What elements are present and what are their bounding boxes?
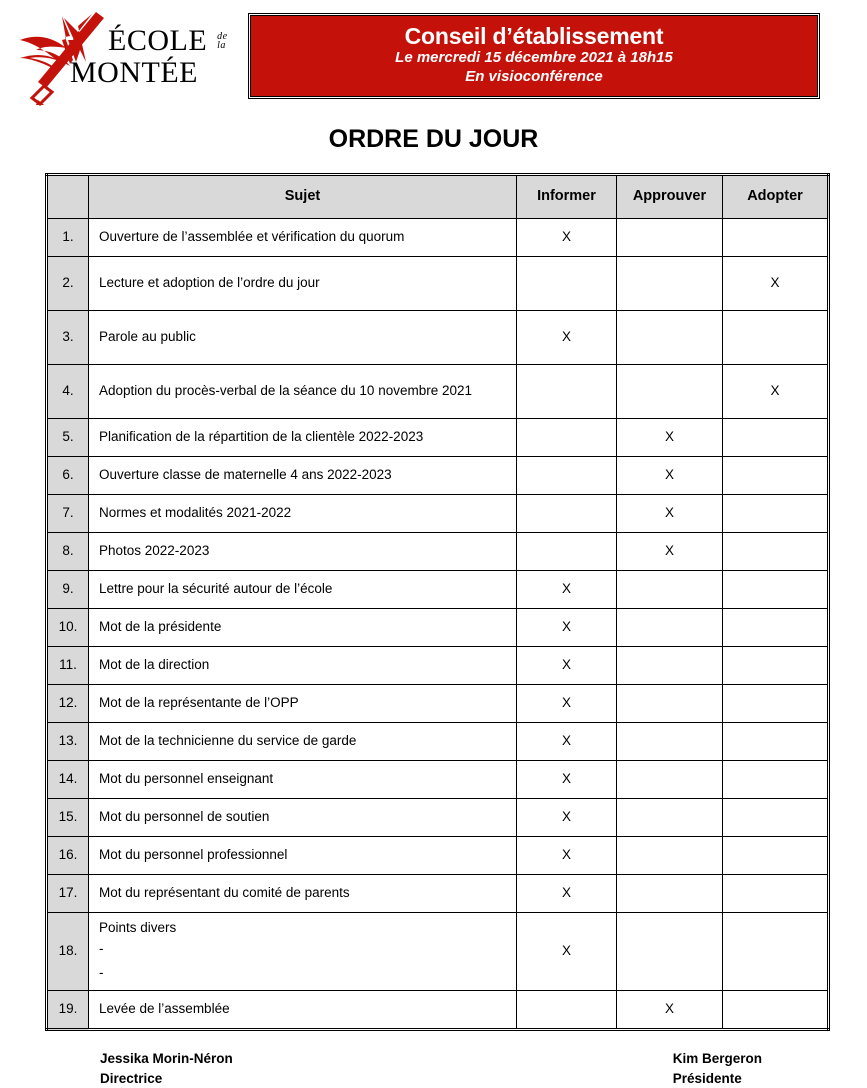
row-mark-approuver: X [617, 533, 723, 571]
agenda-row [47, 219, 829, 257]
row-mark-approuver [617, 219, 723, 257]
row-mark-adopter [723, 647, 829, 685]
row-mark-adopter: X [723, 257, 829, 311]
row-mark-approuver [617, 799, 723, 837]
row-mark-approuver [617, 647, 723, 685]
agenda-row [47, 609, 829, 647]
director-role: Directrice [100, 1070, 163, 1086]
row-mark-approuver: X [617, 991, 723, 1030]
row-mark-approuver [617, 875, 723, 913]
row-mark-approuver: X [617, 419, 723, 457]
row-subject: Mot de la présidente [89, 609, 517, 647]
signature-block [0, 1031, 867, 1088]
agenda-row [47, 647, 829, 685]
row-mark-informer: X [517, 685, 617, 723]
agenda-row [47, 311, 829, 365]
row-mark-informer: X [517, 761, 617, 799]
director-name: Jessika Morin-Néron [100, 1051, 233, 1066]
column-header-approuver: Approuver [617, 175, 723, 219]
page-title: ORDRE DU JOUR [328, 125, 539, 153]
row-subject: Planification de la répartition de la clientèle 2022-2023 [89, 419, 517, 457]
row-subject-bullets [99, 937, 510, 984]
signature-right [673, 1049, 762, 1088]
signature-left [100, 1049, 233, 1088]
row-mark-adopter [723, 609, 829, 647]
agenda-table-body [47, 219, 829, 1030]
row-mark-informer [517, 533, 617, 571]
row-mark-informer: X [517, 609, 617, 647]
row-subject: Mot du personnel professionnel [89, 837, 517, 875]
logo-line1-text: ÉCOLE [108, 24, 208, 57]
row-number: 2. [47, 257, 89, 311]
row-mark-informer [517, 419, 617, 457]
row-mark-informer [517, 257, 617, 311]
row-subject: Mot de la technicienne du service de garde [89, 723, 517, 761]
row-mark-adopter [723, 913, 829, 991]
agenda-row [47, 495, 829, 533]
school-logo [0, 8, 250, 108]
row-subject: Lecture et adoption de l’ordre du jour [89, 257, 517, 311]
agenda-row [47, 723, 829, 761]
row-number: 9. [47, 571, 89, 609]
row-mark-approuver [617, 571, 723, 609]
president-name: Kim Bergeron [672, 1051, 762, 1066]
row-subject: Levée de l’assemblée [89, 991, 517, 1030]
agenda-row [47, 571, 829, 609]
row-number: 7. [47, 495, 89, 533]
row-subject: Mot du représentant du comité de parents [89, 875, 517, 913]
agenda-row [47, 913, 829, 991]
column-header-number [47, 175, 89, 219]
row-mark-informer: X [517, 799, 617, 837]
row-mark-adopter [723, 723, 829, 761]
agenda-table-container [0, 173, 867, 1031]
row-mark-adopter [723, 419, 829, 457]
row-subject-bullet: - [99, 940, 104, 956]
row-number: 8. [47, 533, 89, 571]
column-header-informer: Informer [517, 175, 617, 219]
row-subject: Mot du personnel enseignant [89, 761, 517, 799]
meeting-banner [250, 15, 818, 97]
column-header-subject: Sujet [89, 175, 517, 219]
column-header-adopter: Adopter [723, 175, 829, 219]
row-subject: Mot de la direction [89, 647, 517, 685]
row-number: 15. [47, 799, 89, 837]
row-number: 6. [47, 457, 89, 495]
row-number: 16. [47, 837, 89, 875]
agenda-row [47, 419, 829, 457]
banner-location: En visioconférence [465, 68, 603, 86]
agenda-row [47, 991, 829, 1030]
row-number: 17. [47, 875, 89, 913]
row-mark-informer: X [517, 571, 617, 609]
row-mark-adopter [723, 571, 829, 609]
row-subject-bullet: - [99, 964, 104, 980]
row-mark-adopter [723, 875, 829, 913]
row-number: 3. [47, 311, 89, 365]
row-subject-text: Points divers [99, 919, 177, 935]
row-subject: Mot du personnel de soutien [89, 799, 517, 837]
row-mark-informer [517, 365, 617, 419]
agenda-row [47, 875, 829, 913]
row-mark-approuver [617, 365, 723, 419]
row-subject: Mot de la représentante de l’OPP [89, 685, 517, 723]
row-number: 11. [47, 647, 89, 685]
row-subject: Ouverture classe de maternelle 4 ans 2022-2023 [89, 457, 517, 495]
row-subject: Adoption du procès-verbal de la séance du 10 novembre 2021 [89, 365, 517, 419]
row-mark-adopter [723, 799, 829, 837]
agenda-row [47, 837, 829, 875]
row-mark-adopter [723, 457, 829, 495]
logo-de-text: de [217, 30, 228, 42]
agenda-row [47, 257, 829, 311]
agenda-row [47, 365, 829, 419]
logo-la-text: la [217, 40, 226, 51]
row-mark-adopter [723, 311, 829, 365]
banner-title: Conseil d’établissement [404, 23, 664, 49]
row-mark-approuver [617, 837, 723, 875]
row-subject: Photos 2022-2023 [89, 533, 517, 571]
row-subject: Normes et modalités 2021-2022 [89, 495, 517, 533]
logo-wordmark [70, 24, 228, 89]
row-mark-informer [517, 991, 617, 1030]
row-mark-approuver [617, 761, 723, 799]
row-mark-adopter [723, 495, 829, 533]
agenda-header-row [47, 175, 829, 219]
row-mark-informer: X [517, 837, 617, 875]
row-number: 4. [47, 365, 89, 419]
row-mark-approuver [617, 257, 723, 311]
row-mark-informer: X [517, 311, 617, 365]
row-number: 13. [47, 723, 89, 761]
agenda-row [47, 761, 829, 799]
row-mark-adopter [723, 219, 829, 257]
row-number: 1. [47, 219, 89, 257]
row-number: 14. [47, 761, 89, 799]
row-mark-approuver [617, 311, 723, 365]
row-mark-approuver: X [617, 495, 723, 533]
row-mark-approuver [617, 723, 723, 761]
row-subject: Lettre pour la sécurité autour de l’école [89, 571, 517, 609]
row-subject: Ouverture de l’assemblée et vérification du quorum [89, 219, 517, 257]
row-mark-informer: X [517, 913, 617, 991]
document-header [0, 0, 867, 104]
row-mark-adopter: X [723, 365, 829, 419]
agenda-table-head [47, 175, 829, 219]
row-number: 5. [47, 419, 89, 457]
row-mark-approuver: X [617, 457, 723, 495]
row-mark-informer [517, 495, 617, 533]
banner-container [250, 8, 867, 97]
row-mark-adopter [723, 685, 829, 723]
agenda-table [45, 173, 830, 1031]
agenda-row [47, 799, 829, 837]
row-mark-adopter [723, 837, 829, 875]
row-mark-informer: X [517, 875, 617, 913]
row-mark-informer [517, 457, 617, 495]
agenda-row [47, 533, 829, 571]
row-subject [89, 913, 517, 991]
agenda-row [47, 457, 829, 495]
row-number: 12. [47, 685, 89, 723]
banner-date: Le mercredi 15 décembre 2021 à 18h15 [395, 49, 673, 67]
logo-de-la-text [217, 32, 227, 51]
row-mark-adopter [723, 991, 829, 1030]
row-mark-approuver [617, 913, 723, 991]
agenda-row [47, 685, 829, 723]
row-number: 19. [47, 991, 89, 1030]
row-mark-approuver [617, 609, 723, 647]
row-number: 10. [47, 609, 89, 647]
row-number: 18. [47, 913, 89, 991]
row-mark-informer: X [517, 219, 617, 257]
row-mark-approuver [617, 685, 723, 723]
row-mark-informer: X [517, 723, 617, 761]
row-mark-adopter [723, 761, 829, 799]
logo-line2-text: MONTÉE [70, 56, 198, 89]
row-mark-adopter [723, 533, 829, 571]
president-role: Présidente [672, 1070, 742, 1086]
row-subject: Parole au public [89, 311, 517, 365]
row-mark-informer: X [517, 647, 617, 685]
